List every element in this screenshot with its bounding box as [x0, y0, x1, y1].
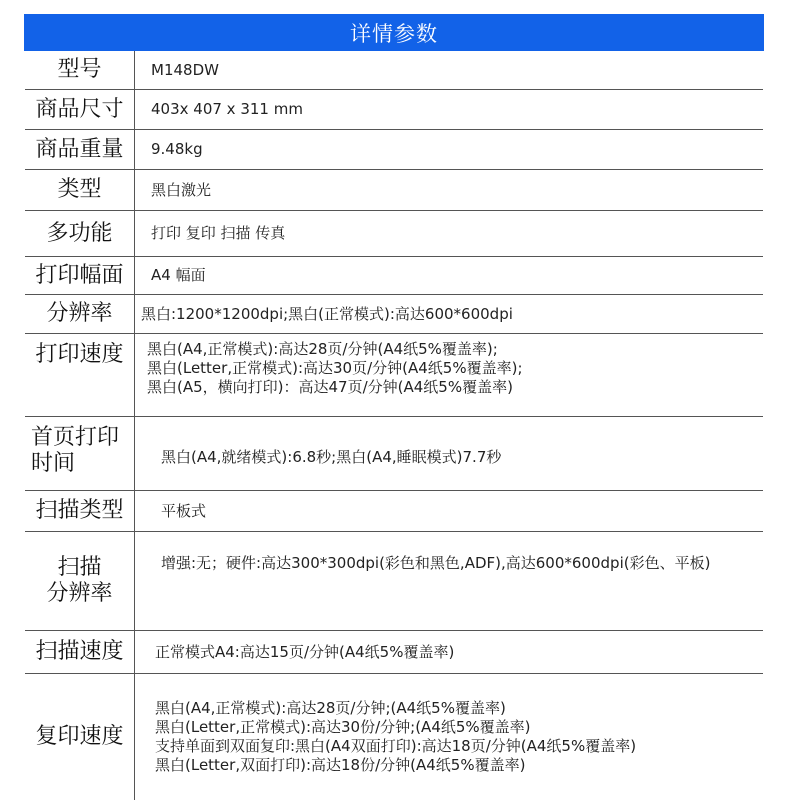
spec-label: 多功能 — [25, 211, 135, 256]
spec-value: 黑白激光 — [151, 180, 212, 199]
spec-row-scan-type — [25, 491, 763, 532]
spec-value: 黑白(A4,正常模式):高达28页/分钟;(A4纸5%覆盖率) 黑白(Letter,正常模式):高达30份/分钟;(A4纸5%覆盖率) 支持单面到双面复印:黑白(A4双面打印):高达18页/分钟(A4纸5%覆盖率) 黑白(Letter,双面打印):高达18份/分钟(A4纸5%覆盖率) — [155, 699, 637, 774]
spec-label: 商品尺寸 — [25, 90, 135, 129]
spec-row-weight — [25, 130, 763, 170]
spec-value: 9.48kg — [151, 140, 203, 158]
spec-label: 复印速度 — [25, 674, 135, 800]
spec-label: 打印速度 — [25, 334, 135, 416]
spec-value: A4 幅面 — [151, 266, 206, 284]
spec-label: 打印幅面 — [25, 257, 135, 294]
spec-label: 首页打印 时间 — [25, 417, 135, 490]
spec-row-first-page — [25, 417, 763, 491]
spec-value: 黑白(A4,正常模式):高达28页/分钟(A4纸5%覆盖率); 黑白(Letter,正常模式):高达30页/分钟(A4纸5%覆盖率); 黑白(A5，横向打印)：高达47页/分钟(A4纸5%覆盖率) — [147, 340, 523, 396]
spec-row-resolution — [25, 295, 763, 334]
spec-row-dimensions — [25, 90, 763, 130]
spec-row-copy-speed — [25, 674, 763, 800]
spec-label: 类型 — [25, 170, 135, 210]
spec-row-model — [25, 51, 763, 90]
spec-label: 扫描 分辨率 — [25, 532, 135, 630]
spec-sheet — [24, 14, 764, 800]
spec-value: M148DW — [151, 60, 219, 79]
spec-value: 正常模式A4:高达15页/分钟(A4纸5%覆盖率) — [155, 642, 455, 661]
spec-value: 黑白:1200*1200dpi;黑白(正常模式):高达600*600dpi — [141, 304, 513, 323]
spec-label: 扫描类型 — [25, 491, 135, 531]
spec-row-print-speed — [25, 334, 763, 417]
spec-value: 黑白(A4,就绪模式):6.8秒;黑白(A4,睡眠模式)7.7秒 — [161, 448, 502, 466]
spec-label: 分辨率 — [25, 295, 135, 333]
spec-row-scan-speed — [25, 631, 763, 674]
spec-value: 403x 407 x 311 mm — [151, 100, 303, 118]
page-title: 详情参数 — [24, 14, 764, 51]
spec-label: 商品重量 — [25, 130, 135, 169]
spec-row-type — [25, 170, 763, 211]
spec-row-print-format — [25, 257, 763, 295]
spec-value: 打印 复印 扫描 传真 — [151, 224, 286, 242]
spec-label: 扫描速度 — [25, 631, 135, 673]
spec-label: 型号 — [25, 51, 135, 89]
spec-row-functions — [25, 211, 763, 257]
spec-value: 平板式 — [161, 501, 207, 520]
spec-row-scan-resolution — [25, 532, 763, 631]
spec-value: 增强:无；硬件:高达300*300dpi(彩色和黑色,ADF),高达600*600dpi(彩色、平板) — [161, 554, 711, 572]
